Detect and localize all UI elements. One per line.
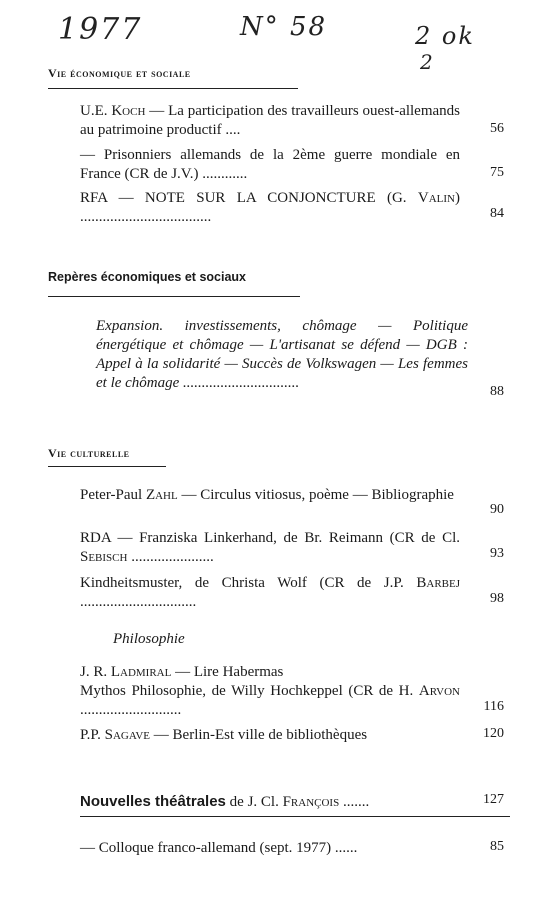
toc-entry-kindheit: Kindheitsmuster, de Christa Wolf (CR de J.P. Barbej ...............................	[80, 575, 460, 610]
page-number: 127	[483, 792, 504, 807]
page-number: 75	[490, 165, 504, 180]
handwritten-note: 2 ok	[415, 22, 475, 50]
section-rule	[48, 88, 298, 89]
page-number: 90	[490, 502, 504, 517]
section-title-reperes: Repères économiques et sociaux	[48, 270, 246, 284]
toc-entry-ladmiral: J. R. Ladmiral — Lire Habermas	[80, 664, 284, 680]
handwritten-note-2: 2	[420, 50, 435, 74]
page-number: 120	[483, 726, 504, 741]
toc-entry-mythos: Mythos Philosophie, de Willy Hochkeppel (CR de H. Arvon ...........................	[80, 683, 460, 718]
section-rule	[80, 816, 510, 817]
page-number: 88	[490, 384, 504, 399]
toc-entry-zahl: Peter-Paul Zahl — Circulus vitiosus, poème — Bibliographie	[80, 487, 454, 503]
subsection-philosophie: Philosophie	[113, 631, 185, 647]
section-rule	[48, 466, 166, 467]
page-number: 98	[490, 591, 504, 606]
page-number: 84	[490, 206, 504, 221]
toc-entry-sagave: P.P. Sagave — Berlin-Est ville de bibliothèques	[80, 727, 368, 743]
toc-entry-rda: RDA — Franziska Linkerhand, de Br. Reimann (CR de Cl. Sebisch ......................	[80, 530, 460, 565]
section-rule	[48, 296, 300, 297]
toc-entry-colloque: — Colloque franco-allemand (sept. 1977) ......	[80, 840, 358, 856]
toc-entry-expansion: Expansion. investissements, chômage — Politique énergétique et chômage — L'artisanat se défend — DGB : Appel à la solidarité — Succès de Volkswagen — Les femmes et le chômage ...............................	[96, 318, 468, 391]
toc-entry-rfa: RFA — NOTE SUR LA CONJONCTURE (G. Valin) ...................................	[80, 190, 460, 225]
toc-entry-nouvelles: Nouvelles théâtrales de J. Cl. François .......	[80, 793, 370, 810]
handwritten-number: N° 58	[240, 12, 328, 42]
toc-entry-prisonniers: — Prisonniers allemands de la 2ème guerre mondiale en France (CR de J.V.) ............	[80, 147, 460, 182]
handwritten-year: 1977	[58, 12, 143, 47]
page-number: 56	[490, 121, 504, 136]
page-number: 116	[483, 699, 504, 714]
section-title-vie-culturelle: Vie culturelle	[48, 446, 130, 460]
section-title-vie-economique: Vie économique et sociale	[48, 66, 191, 80]
page-number: 93	[490, 546, 504, 561]
toc-entry-koch: U.E. Koch — La participation des travailleurs ouest-allemands au patrimoine productif ....	[80, 103, 461, 138]
page-number: 85	[490, 839, 504, 854]
